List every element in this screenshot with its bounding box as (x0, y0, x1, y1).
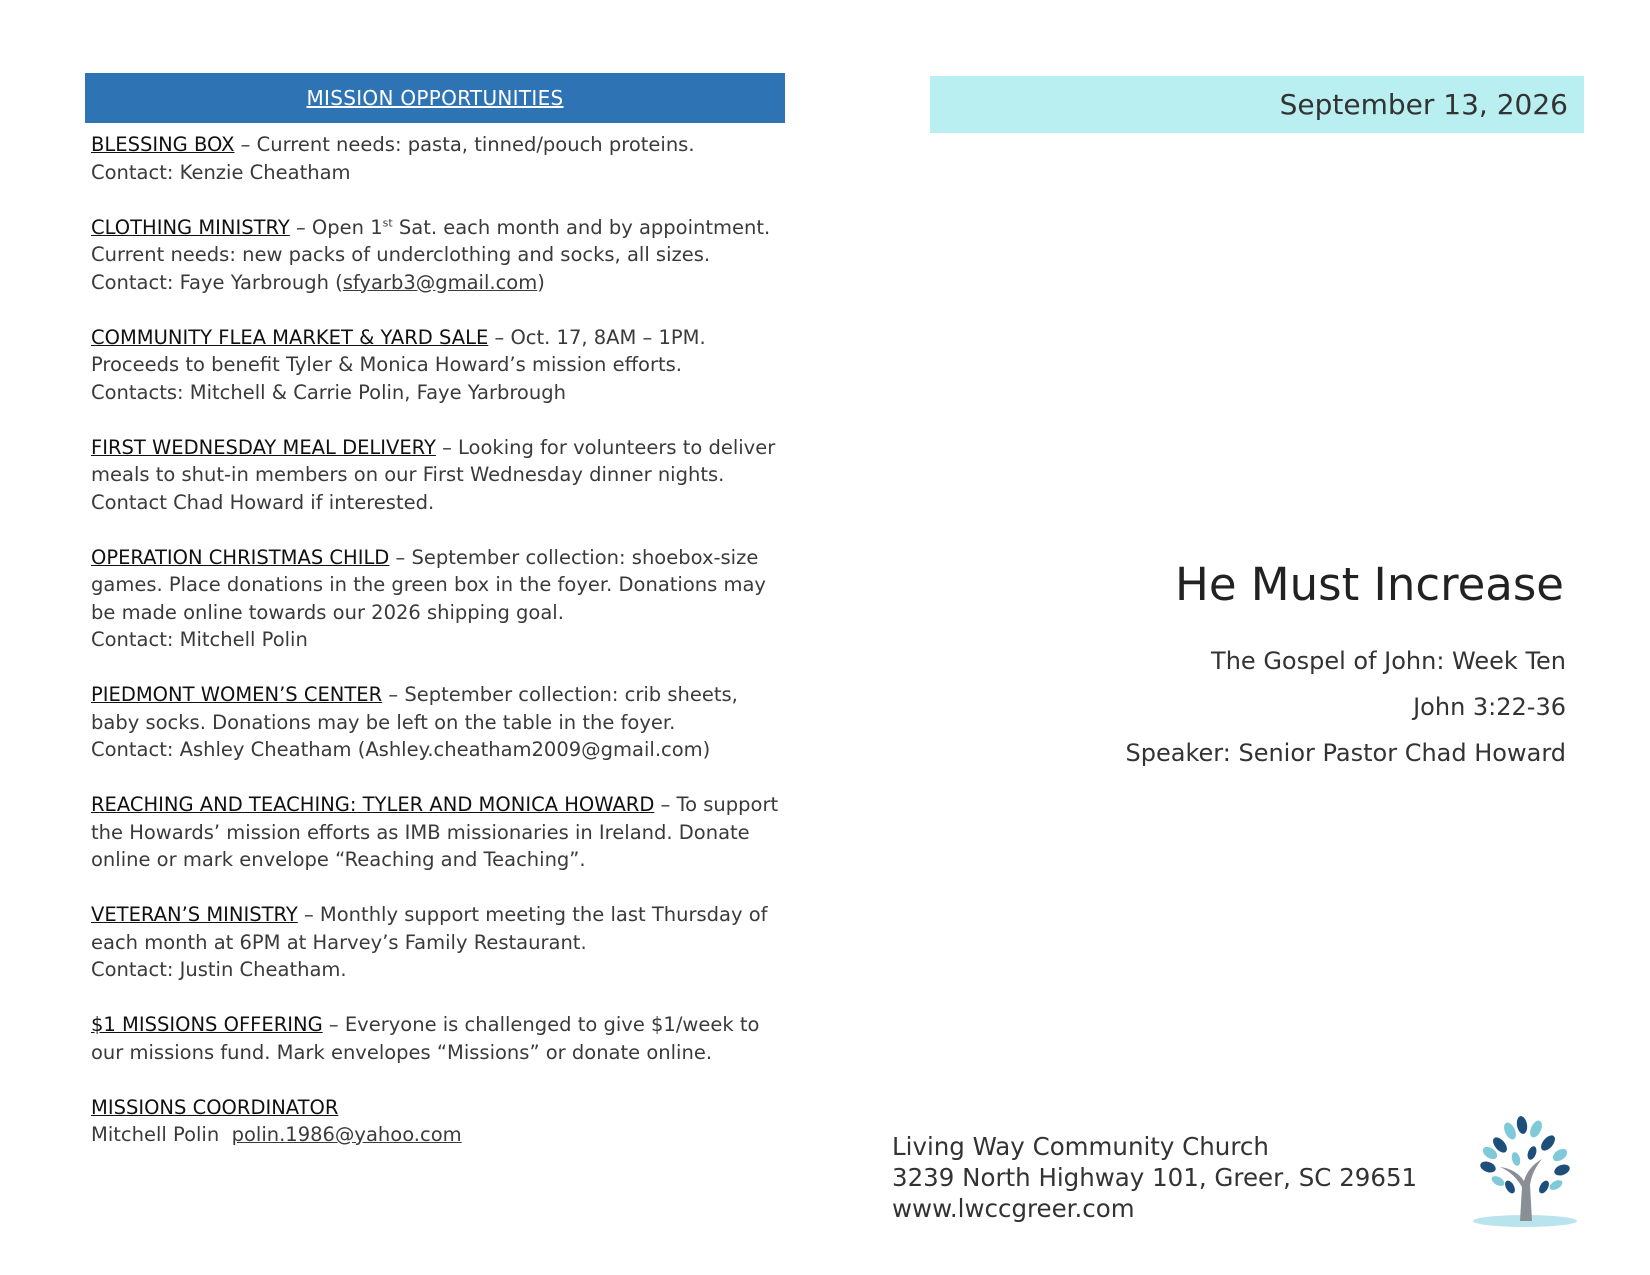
mission-text: – Open 1 (289, 215, 383, 239)
mission-contact: Contact: Faye Yarbrough ( (91, 270, 343, 294)
tree-logo-icon (1470, 1115, 1580, 1230)
mission-operation-christmas-child (91, 544, 785, 654)
mission-text: Sat. each month and by appointment. Current needs: new packs of underclothing and socks, all sizes. (91, 215, 771, 266)
mission-title: CLOTHING MINISTRY (91, 215, 290, 239)
mission-title: VETERAN’S MINISTRY (91, 903, 298, 926)
sermon-speaker: Speaker: Senior Pastor Chad Howard (1125, 739, 1566, 767)
mission-text: – Looking for volunteers to deliver meals to shut-in members on our First Wednesday dinner nights. Contact Chad Howard if interested. (91, 435, 776, 514)
church-name: Living Way Community Church (892, 1132, 1269, 1161)
mission-contact: Contact: Mitchell Polin (91, 628, 308, 651)
mission-header-title: MISSION OPPORTUNITIES (306, 86, 564, 110)
sermon-scripture: John 3:22-36 (1413, 693, 1566, 721)
mission-text-sup: st (382, 216, 393, 229)
mission-contact: Contact: Ashley Cheatham (Ashley.cheatham2009@gmail.com) (91, 738, 711, 761)
mission-contact-suffix: ) (537, 270, 545, 294)
mission-meal-delivery (91, 434, 785, 517)
mission-blessing-box (91, 131, 785, 186)
sermon-title: He Must Increase (1174, 558, 1564, 611)
mission-title: MISSIONS COORDINATOR (91, 1095, 339, 1119)
mission-title: OPERATION CHRISTMAS CHILD (91, 545, 390, 569)
mission-clothing-ministry (91, 214, 785, 297)
mission-header-bar (85, 73, 785, 123)
mission-veterans-ministry (91, 901, 785, 984)
mission-title: $1 MISSIONS OFFERING (91, 1013, 323, 1036)
service-date: September 13, 2026 (1279, 88, 1568, 121)
email-link[interactable]: polin.1986@yahoo.com (231, 1123, 462, 1146)
mission-flea-market (91, 324, 785, 407)
sermon-series: The Gospel of John: Week Ten (1211, 647, 1566, 675)
mission-list (85, 123, 785, 1149)
mission-text: – Oct. 17, 8AM – 1PM. Proceeds to benefit Tyler & Monica Howard’s mission efforts. (91, 325, 706, 376)
mission-title: REACHING AND TEACHING: TYLER AND MONICA HOWARD (91, 793, 655, 816)
missions-coordinator (91, 1094, 785, 1149)
mission-text: – To support the Howards’ mission efforts as IMB missionaries in Ireland. Donate online or mark envelope “Reaching and Teaching”. (91, 793, 779, 871)
mission-text: – Current needs: pasta, tinned/pouch proteins. (234, 133, 695, 156)
mission-dollar-offering (91, 1011, 785, 1066)
mission-contact: Contact: Kenzie Cheatham (91, 160, 351, 184)
mission-contact: Contacts: Mitchell & Carrie Polin, Faye Yarbrough (91, 380, 566, 404)
mission-title: PIEDMONT WOMEN’S CENTER (91, 683, 383, 706)
church-website[interactable]: www.lwccgreer.com (892, 1194, 1135, 1223)
mission-contact: Contact: Justin Cheatham. (91, 958, 347, 981)
mission-reaching-and-teaching (91, 791, 785, 874)
mission-text: – September collection: crib sheets, baby socks. Donations may be left on the table in the foyer. (91, 683, 738, 734)
church-address: 3239 North Highway 101, Greer, SC 29651 (892, 1163, 1418, 1192)
mission-text: – Monthly support meeting the last Thursday of each month at 6PM at Harvey’s Family Restaurant. (91, 903, 768, 954)
date-bar (930, 76, 1584, 133)
church-info (892, 1131, 1417, 1224)
coordinator-name: Mitchell Polin (91, 1123, 232, 1146)
mission-title: BLESSING BOX (91, 133, 235, 156)
mission-opportunities-panel (85, 73, 785, 1176)
email-link[interactable]: sfyarb3@gmail.com (342, 270, 538, 294)
mission-text: – Everyone is challenged to give $1/week to our missions fund. Mark envelopes “Missions” or donate online. (91, 1013, 760, 1064)
mission-title: FIRST WEDNESDAY MEAL DELIVERY (91, 435, 436, 459)
mission-text: – September collection: shoebox-size games. Place donations in the green box in the foyer. Donations may be made online towards our 2026 shipping goal. (91, 545, 766, 624)
mission-piedmont-womens-center (91, 681, 785, 764)
mission-title: COMMUNITY FLEA MARKET & YARD SALE (91, 325, 489, 349)
